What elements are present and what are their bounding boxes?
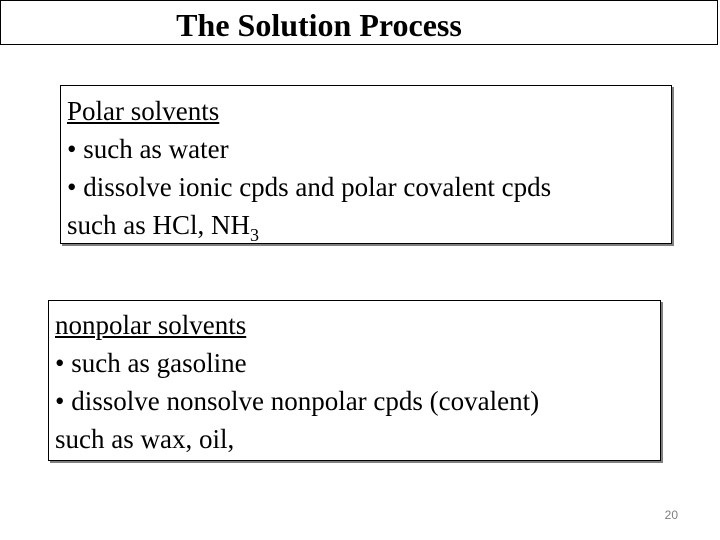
nh3-subscript: 3 xyxy=(250,225,259,245)
polar-bullet-water: • such as water xyxy=(67,134,229,164)
slide-title: The Solution Process xyxy=(176,7,462,43)
polar-solvents-heading: Polar solvents xyxy=(67,96,220,126)
nonpolar-solvents-heading: nonpolar solvents xyxy=(55,310,247,340)
polar-bullet-dissolve: • dissolve ionic cpds and polar covalent cpds xyxy=(67,172,552,202)
slide-page-number: 20 xyxy=(664,508,678,522)
nonpolar-bullet-dissolve: • dissolve nonsolve nonpolar cpds (covalent) xyxy=(55,386,540,416)
nonpolar-example-line: such as wax, oil, xyxy=(55,424,235,454)
polar-example-line xyxy=(67,206,671,244)
polar-example-text: such as HCl, NH xyxy=(67,210,250,240)
nonpolar-solvents-box xyxy=(48,300,661,461)
nonpolar-bullet-gasoline: • such as gasoline xyxy=(55,348,247,378)
polar-solvents-box xyxy=(60,85,672,244)
slide-title-bar xyxy=(0,0,718,45)
